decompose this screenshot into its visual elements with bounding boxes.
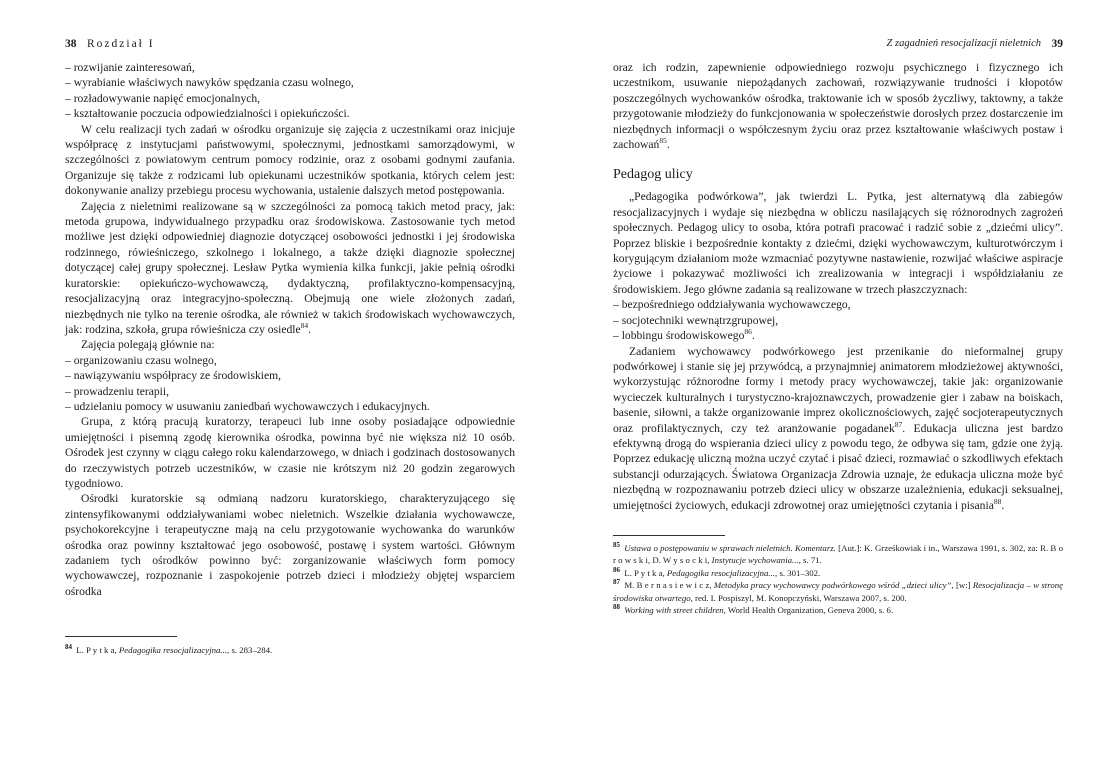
- right-page-header: [613, 38, 1063, 60]
- footnote-84: [65, 644, 515, 656]
- footnote-title: Working with street children,: [624, 605, 726, 615]
- footnote-number: 86: [613, 565, 620, 574]
- footnote-86: [613, 567, 1063, 579]
- footnote-rest: World Health Organization, Geneva 2000, s. 6.: [727, 605, 894, 615]
- footnote-rest: [Aut.]: K. Grześkowiak i in., Warszawa 1991, s. 302, za: R. B o r o w s k i, D. W y s o c k i,: [613, 542, 1063, 566]
- list-item: – rozwijanie zainteresowań,: [65, 61, 195, 74]
- list-item: – bezpośredniego oddziaływania wychowawczego,: [613, 298, 851, 312]
- right-page-body: [613, 60, 1063, 513]
- footnote-author: L. P y t k a,: [624, 567, 665, 578]
- footnote-rest: red. I. Pospiszyl, M. Konopczyński, Warszawa 2007, s. 200.: [695, 592, 907, 603]
- list-item: – nawiązywaniu współpracy ze środowiskiem,: [65, 369, 282, 383]
- list-item: – rozładowywanie napięć emocjonalnych,: [65, 91, 261, 105]
- paragraph: „Pedagogika podwórkowa”, jak twierdzi L. Pytka, jest alternatywą dla zabiegów resocjalizacyjnych i wydaje się niezbędna w obliczu nasilających się różnorodnych zagrożeń społecznych. Pedagog ulicy to osoba, która potrafi pracować i radzić sobie z „dziećmi ulicy”. Poprzez bliskie i bezpośrednie kontakty z dziećmi, dzięki wychowawczym, kulturotwórczym i korygującym działaniom może wzmacniać pozytywne nastawienie, rozwijać właściwe aspiracje życiowe i pokazywać możliwości ich zrealizowania w integracji i współdziałaniu ze środowiskiem. Jego główne zadania są realizowane w trzech płaszczyznach:: [613, 190, 1063, 296]
- footnote-title: Pedagogika resocjalizacyjna...,: [118, 645, 230, 655]
- footnote-title: Metodyka pracy wychowawcy podwórkowego wśród „dzieci ulicy”,: [713, 580, 954, 591]
- footnote-rule: [65, 636, 177, 637]
- footnote-ref: 88: [993, 496, 1002, 506]
- footnote-ref: 87: [894, 419, 903, 429]
- page-number-left: 38: [65, 38, 77, 50]
- list-item: – lobbingu środowiskowego$^{86}$.: [613, 327, 755, 343]
- running-head-left: Rozdział I: [87, 38, 155, 50]
- paragraph: Grupa, z którą pracują kuratorzy, terapeuci lub inne osoby posiadające odpowiednie umiejętności i pisemną zgodę kierownika ośrodka, powinna być nie większa niż 10 osób. Ośrodek jest czynny w ciągu całego roku kalendarzowego, w dniach i godzinach dostosowanych do rzeczywistych potrzeb uczestników, w czasie nie krótszym niż 20 godzin zegarowych tygodniowo.: [65, 415, 515, 490]
- footnote-rest: [w:]: [955, 580, 971, 591]
- footnote-87: [613, 579, 1063, 604]
- list-item: – socjotechniki wewnątrzgrupowej,: [613, 313, 779, 327]
- paragraph: Zajęcia polegają głównie na:: [81, 338, 215, 352]
- left-page-header: [65, 38, 515, 60]
- footnote-rule: [613, 535, 725, 536]
- footnotes-left: [65, 644, 515, 656]
- right-page: [613, 38, 1063, 616]
- paragraph: Zajęcia z nieletnimi realizowane są w szczególności za pomocą takich metod pracy, jak: metoda grupowa, indywidualnego przypadku oraz środowiskowa. Zastosowanie tych metod możliwe jest dzięki odpowiedniej diagnozie dotyczącej osobowości jednostki i jej środowiska rodzinnego, rówieśniczego, szkolnego i lokalnego, a także dzięki diagnozie społecznej dotyczącej całej grupy społecznej. Lesław Pytka wymienia kilka funkcji, jakie pełnią ośrodki kuratorskie: opiekuńczo-wychowawczą, dydaktyczną, profilaktyczno-kompensacyjną, resocjalizacyjną oraz integracyjno-społeczną. Obejmują one wiele złożonych zadań, niezbędnych nie tylko na terenie ośrodka, ale również w takich środowiskach wychowawczych, jak: rodzina, szkoła, grupa rówieśnicza czy osiedle$^{84}$.: [65, 199, 515, 336]
- footnote-number: 87: [613, 578, 620, 587]
- footnote-title: Ustawa o postępowaniu w sprawach nieletnich. Komentarz.: [624, 542, 836, 553]
- footnote-author: L. P y t k a,: [76, 645, 117, 655]
- footnote-ref: 84: [300, 321, 309, 331]
- section-heading: Pedagog ulicy: [613, 167, 693, 183]
- paragraph: Zadaniem wychowawcy podwórkowego jest przenikanie do nieformalnej grupy podwórkowej i stanie się jej przywódcą, a przynajmniej animatorem młodzieżowej aktywności, wykorzystując różnorodne formy i metody pracy wychowawczej, takie jak: organizowanie wycieczek kulturalnych i turystyczno-krajoznawczych, prowadzenie gier i zabaw na boiskach, basenie, siłowni, a także organizowanie imprez okolicznościowych, zajęć socjoterapeutycznych oraz profilaktycznych, czy też aranżowanie pogadanek$^{87}$. Edukacja uliczna jest bardzo efektywną drogą do wspierania dzieci ulicy z powodu tego, że odbywa się tam, gdzie one żyją. Poprzez edukację uliczną można uczyć czytać i pisać dzieci, rozmawiać o szkodliwych efektach substancji odurzających. Światowa Organizacja Zdrowia uznaje, że edukacja uliczna może być niezbędną w rozpoznawaniu potrzeb dzieci ulicy w obszarze uzależnienia, edukacji seksualnej, umiejętności życiowych, edukacji zdrowotnej oraz umiejętności czytania i pisania$^{88}$.: [613, 344, 1063, 512]
- footnote-number: 84: [65, 643, 72, 652]
- left-page-body: [65, 60, 515, 599]
- footnote-ref: 85: [659, 136, 667, 146]
- paragraph-text: . Edukacja uliczna jest bardzo efektywną drogą do wspierania dzieci ulicy z powodu tego, że odbywa się tam, gdzie one żyją. Poprzez edukację uliczną można uczyć czytać i pisać dzieci, rozmawiać o szkodliwych efektach substancji odurzających. Światowa Organizacja Zdrowia uznaje, że edukacja uliczna może być niezbędną w rozpoznawaniu potrzeb dzieci ulicy w obszarze uzależnienia, edukacji seksualnej, umiejętności życiowych, edukacji zdrowotnej oraz umiejętności czytania i pisania: [613, 421, 1063, 512]
- footnote-88: [613, 604, 1063, 616]
- left-page: [65, 38, 515, 655]
- list-item: – prowadzeniu terapii,: [65, 384, 169, 398]
- list-item: – wyrabianie właściwych nawyków spędzania czasu wolnego,: [65, 76, 354, 90]
- footnote-title: Instytucje wychowania...,: [711, 555, 801, 566]
- list-item: – udzielaniu pomocy w usuwaniu zaniedbań wychowawczych i edukacyjnych.: [65, 399, 430, 413]
- paragraph: W celu realizacji tych zadań w ośrodku organizuje się zajęcia z uczestnikami oraz inicjuje współpracę z instytucjami państwowymi, społecznymi, jednostkami samorządowymi, w szczególności z powiatowym centrum pomocy rodzinie, oraz z osobami godnymi zaufania. Organizuje się także z rodzicami lub opiekunami uczestników spotkania, których celem jest: dokonywanie analizy przebiegu procesu wychowania, ustalenie dalszych metod postępowania.: [65, 122, 515, 198]
- paragraph-text: oraz ich rodzin, zapewnienie odpowiedniego rozwoju psychicznego i fizycznego ich uczestnikom, usuwanie niepożądanych zachowań, rozwiązywanie trudności i kłopotów poszczególnych wychowanków ośrodka, traktowanie ich w sposób życzliwy, taktowny, a także przygotowanie młodzieży do funkcjonowania w społeczeństwie dorosłych przez dostarczenie im niezbędnych informacji o współczesnym życiu oraz przez kształtowanie właściwych postaw i zachowań: [613, 61, 1063, 152]
- footnote-author: M. B e r n a s i e w i c z,: [624, 580, 712, 591]
- footnote-number: 88: [613, 603, 620, 612]
- page-number-right: 39: [1051, 38, 1063, 50]
- list-item: – organizowaniu czasu wolnego,: [65, 353, 217, 367]
- footnote-title: Resocjalizacja – w stronę środowiska otwartego,: [613, 580, 1064, 603]
- paragraph-text: Zajęcia z nieletnimi realizowane są w szczególności za pomocą takich metod pracy, jak: metoda grupowa, indywidualnego przypadku oraz środowiskowa. Zastosowanie tych metod możliwe jest dzięki odpowiedniej diagnozie dotyczącej osobowości jednostki i jej środowiska rodzinnego, rówieśniczego, szkolnego i lokalnego, a także dzięki diagnozie społecznej dotyczącej całej grupy społecznej. Lesław Pytka wymienia kilka funkcji, jakie pełnią ośrodki kuratorskie: opiekuńczo-wychowawczą, dydaktyczną, profilaktyczno-kompensacyjną, resocjalizacyjną oraz integracyjno-społeczną. Obejmują one wiele złożonych zadań, niezbędnych nie tylko na terenie ośrodka, ale również w takich środowiskach wychowawczych, jak: rodzina, szkoła, grupa rówieśnicza czy osiedle: [65, 199, 515, 336]
- footnote-85: [613, 542, 1063, 567]
- list-item-text: – lobbingu środowiskowego: [613, 329, 745, 343]
- footnotes-right: [613, 542, 1063, 616]
- footnote-ref: 86: [744, 327, 752, 337]
- paragraph: Ośrodki kuratorskie są odmianą nadzoru kuratorskiego, charakteryzującego się zintensyfikowanymi oddziaływaniami wobec nieletnich. Wszelkie działania wychowawcze, psychokorekcyjne i terapeutyczne mają na celu przygotowanie wychowanka do warunków ośrodka oraz powinny kształtować jego osobowość, postawę i system wartości. Głównym zadaniem tych ośrodków powinno być: zorganizowanie właściwych form pomocy wychowawczej, rozpoznanie i zaspokojenie potrzeb dzieci i młodzieży objętej wsparciem ośrodka: [65, 492, 515, 598]
- footnote-rest: s. 71.: [803, 555, 822, 566]
- footnote-rest: s. 283–284.: [231, 645, 273, 655]
- list-item: – kształtowanie poczucia odpowiedzialności i opiekuńczości.: [65, 107, 350, 121]
- footnote-number: 85: [613, 541, 620, 550]
- paragraph-text: Zadaniem wychowawcy podwórkowego jest przenikanie do nieformalnej grupy podwórkowej i stanie się jej przywódcą, a przynajmniej animatorem młodzieżowej aktywności, wykorzystując różnorodne formy i metody pracy wychowawczej, takie jak: organizowanie wycieczek kulturalnych i turystyczno-krajoznawczych, prowadzenie gier i zabaw na boiskach, basenie, siłowni, a także organizowanie imprez okolicznościowych, zajęć socjoterapeutycznych oraz profilaktycznych, czy też aranżowanie pogadanek: [613, 344, 1063, 435]
- footnote-rest: s. 301–302.: [779, 567, 821, 578]
- footnote-title: Pedagogika resocjalizacyjna...,: [666, 567, 778, 578]
- paragraph: oraz ich rodzin, zapewnienie odpowiedniego rozwoju psychicznego i fizycznego ich uczestnikom, usuwanie niepożądanych zachowań, rozwiązywanie trudności i kłopotów poszczególnych wychowanków ośrodka, traktowanie ich w sposób życzliwy, taktowny, a także przygotowanie młodzieży do funkcjonowania w społeczeństwie dorosłych przez dostarczenie im niezbędnych informacji o współczesnym życiu oraz przez kształtowanie właściwych postaw i zachowań$^{85}$.: [613, 61, 1063, 152]
- running-head-right: Z zagadnień resocjalizacji nieletnich: [886, 38, 1041, 49]
